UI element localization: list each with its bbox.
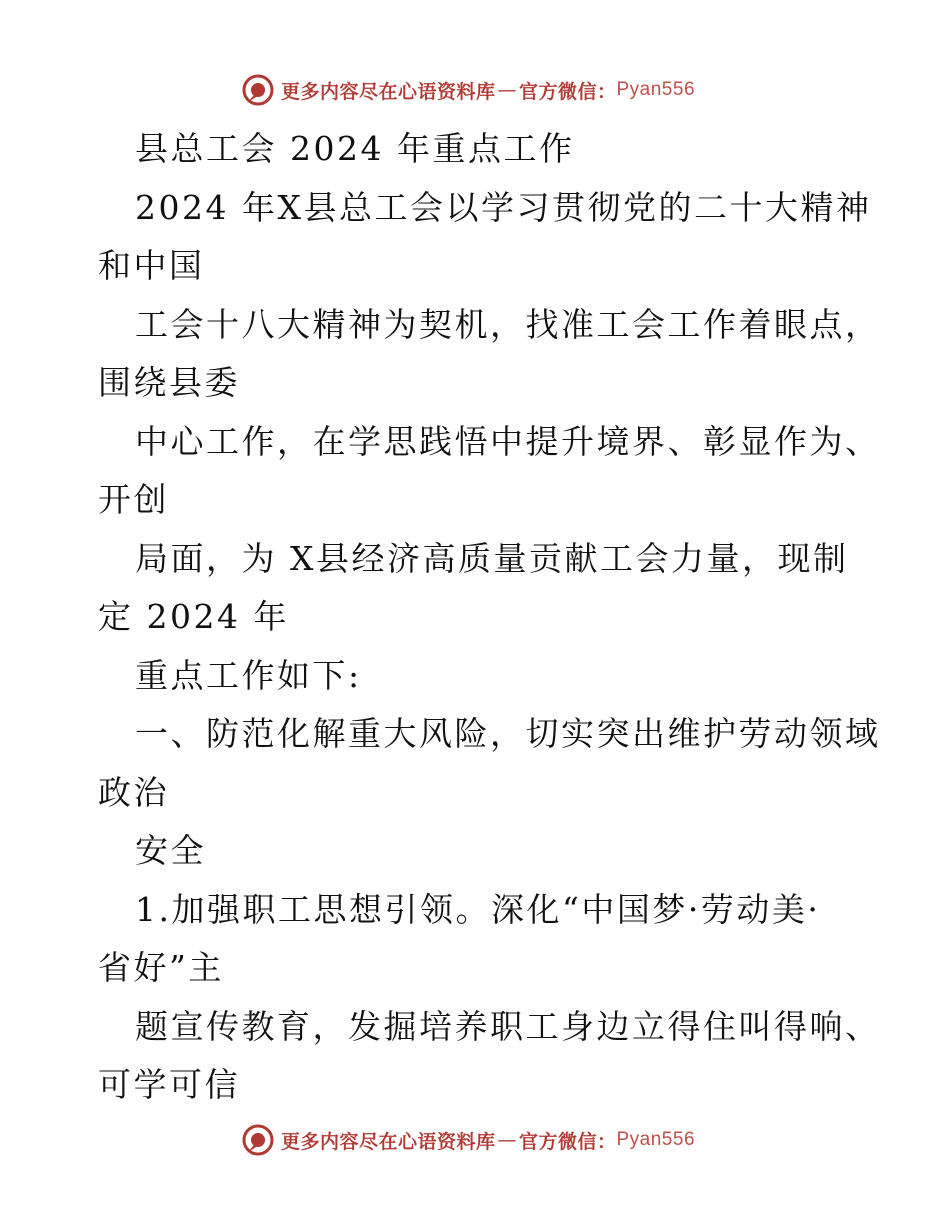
section-heading-continued: 安全: [135, 831, 206, 870]
watermark-site-text: 更多内容尽在心语资料库: [280, 80, 496, 103]
paragraph-line: 中心工作，在学思践悟中提升境界、彰显作为、: [135, 421, 881, 461]
watermark-separator: —: [497, 1129, 517, 1151]
watermark-site-text: 更多内容尽在心语资料库: [280, 1130, 496, 1153]
paragraph-line: 1.加强职工思想引领。深化“中国梦·劳动美·: [135, 889, 821, 929]
watermark-contact-label: 官方微信：: [518, 80, 617, 103]
paragraph-line: 可学可信: [98, 1065, 240, 1104]
watermark-contact-label: 官方微信：: [518, 1130, 617, 1153]
section-heading-continued: 政治: [98, 772, 169, 812]
watermark-header: [0, 70, 950, 110]
watermark-contact-id: Pyan556: [616, 1129, 696, 1150]
paragraph-line: 题宣传教育，发掘培养职工身边立得住叫得响、: [135, 1006, 881, 1046]
pen-logo-icon: [241, 1123, 275, 1157]
paragraph-line: 和中国: [98, 246, 205, 285]
watermark-separator: —: [497, 79, 517, 101]
paragraph-line: 省好”主: [98, 948, 224, 987]
watermark-footer: [0, 1120, 950, 1160]
paragraph-line: 局面，为 X县经济高质量贡献工会力量，现制: [135, 538, 849, 578]
section-heading: 一、防范化解重大风险，切实突出维护劳动领域: [135, 714, 881, 753]
document-title: 县总工会 2024 年重点工作: [135, 129, 575, 168]
paragraph-line: 围绕县委: [98, 363, 240, 402]
watermark-contact-id: Pyan556: [616, 79, 696, 100]
pen-logo-icon: [241, 73, 275, 107]
paragraph-line: 开创: [98, 480, 169, 519]
paragraph-line: 重点工作如下:: [135, 655, 362, 695]
paragraph-line: 2024 年X县总工会以学习贯彻党的二十大精神: [135, 187, 872, 227]
document-body: [98, 120, 881, 1115]
paragraph-line: 定 2024 年: [98, 597, 289, 636]
paragraph-line: 工会十八大精神为契机，找准工会工作着眼点，: [135, 304, 881, 344]
